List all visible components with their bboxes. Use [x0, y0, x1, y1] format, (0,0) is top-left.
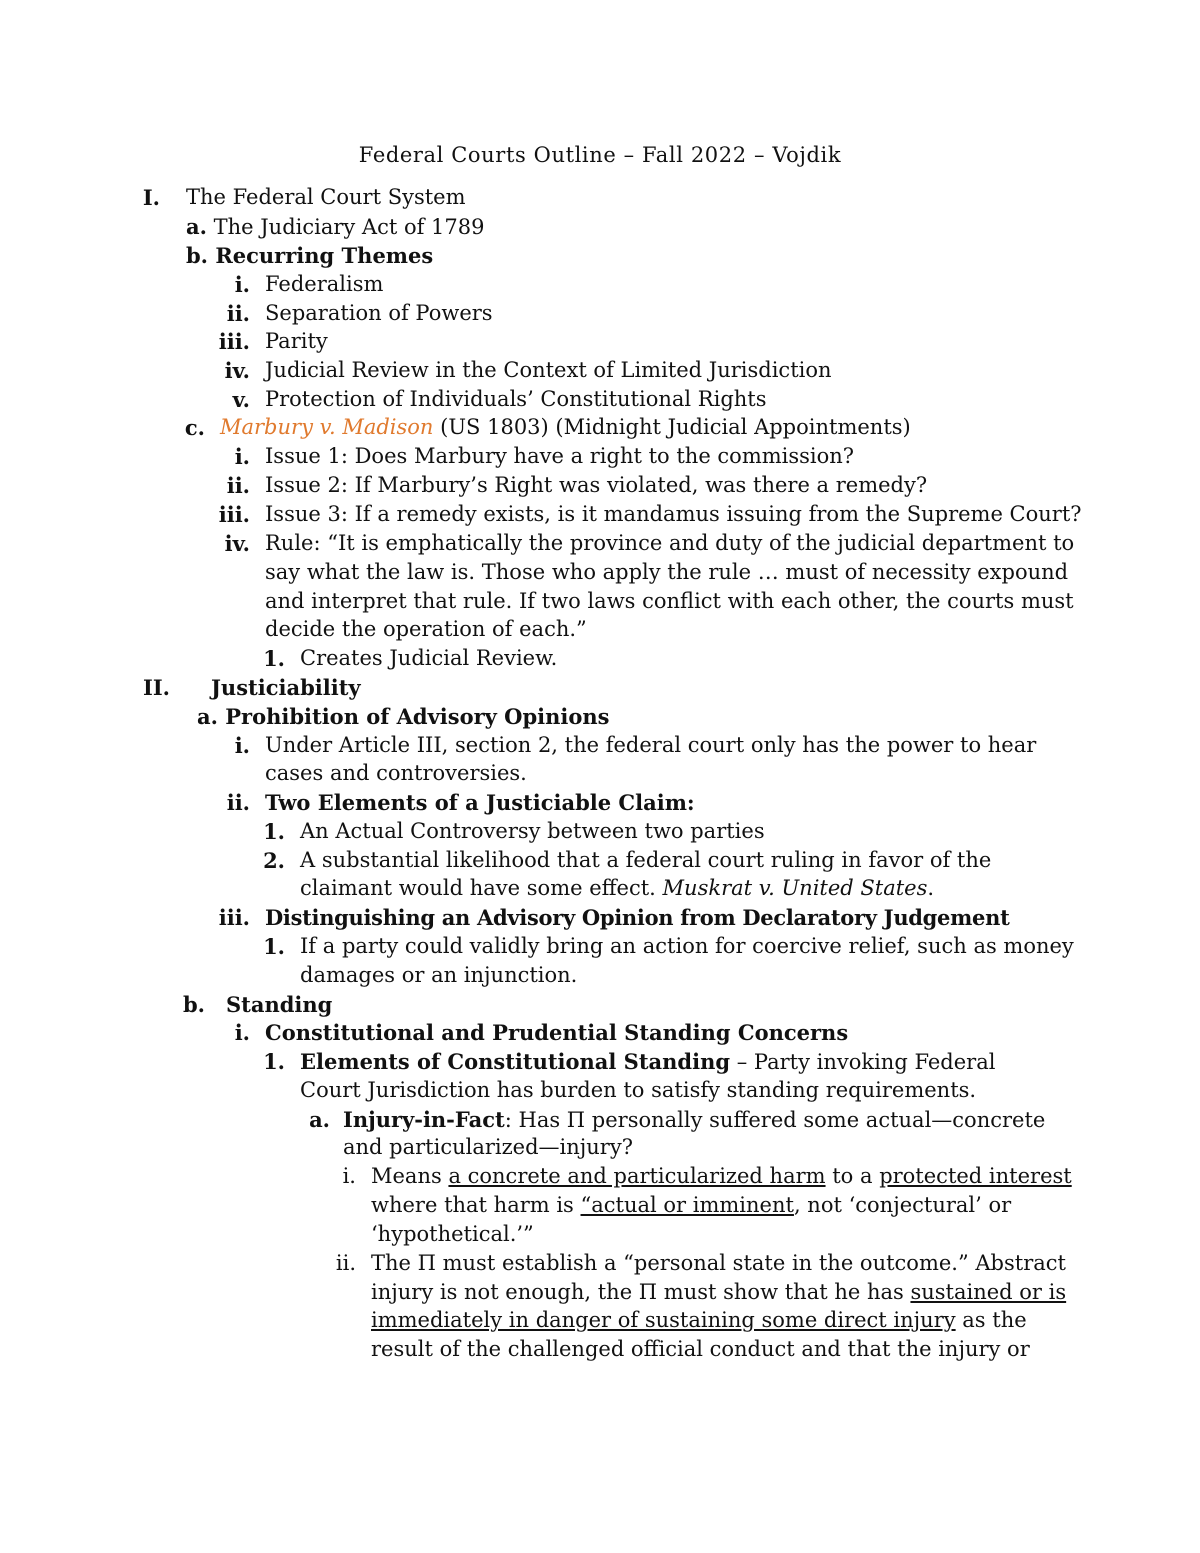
outline-text: Standing — [226, 992, 333, 1017]
outline-label: iv. — [224, 531, 250, 556]
rule-text-line: decide the operation of each.” — [265, 617, 587, 641]
outline-text: Issue 2: If Marbury’s Right was violated, was there a remedy? — [265, 473, 928, 497]
outline-label: i. — [234, 444, 250, 469]
outline-label: i. — [234, 272, 250, 297]
underlined-run: sustained or is — [910, 1280, 1067, 1304]
outline-label: a. — [197, 704, 218, 729]
outline-text — [300, 1047, 995, 1077]
outline-label: a. — [309, 1107, 330, 1132]
text-run: claimant would have some effect. — [300, 876, 663, 900]
outline-label: iii. — [218, 905, 250, 930]
text-run: as the — [955, 1308, 1027, 1332]
outline-text — [371, 1191, 1011, 1220]
outline-label: a. — [186, 214, 207, 239]
outline-label: 1. — [263, 934, 285, 959]
underlined-run: a concrete and particularized harm — [448, 1164, 826, 1188]
outline-text: Parity — [265, 329, 328, 353]
case-heading — [220, 413, 911, 442]
underlined-run: protected interest — [879, 1164, 1072, 1188]
case-name: Marbury v. Madison — [220, 415, 434, 439]
outline-text: Constitutional and Prudential Standing Concerns — [265, 1020, 849, 1045]
outline-text: damages or an injunction. — [300, 963, 578, 987]
outline-text: Two Elements of a Justiciable Claim: — [265, 790, 695, 815]
outline-label: i. — [342, 1164, 356, 1188]
outline-label: c. — [184, 415, 205, 440]
outline-label: b. — [186, 243, 208, 268]
outline-item — [186, 212, 485, 242]
outline-text: Recurring Themes — [215, 243, 434, 268]
outline-label: v. — [232, 387, 250, 412]
outline-label: 1. — [263, 819, 285, 844]
rule-text-line: Rule: “It is emphatically the province and duty of the judicial department to — [265, 531, 1075, 555]
outline-label-I: I. — [142, 185, 160, 210]
outline-text: An Actual Controversy between two parties — [300, 819, 765, 843]
outline-item — [186, 241, 433, 270]
outline-text: Court Jurisdiction has burden to satisfy standing requirements. — [300, 1078, 977, 1102]
outline-label: 2. — [263, 848, 285, 873]
outline-label: 1. — [263, 1049, 285, 1074]
section-heading: Justiciability — [211, 675, 361, 700]
text-run: : Has Π personally suffered some actual—concrete — [504, 1108, 1046, 1132]
rule-text-line: say what the law is. Those who apply the rule … must of necessity expound — [265, 560, 1069, 584]
outline-text: Issue 3: If a remedy exists, is it mandamus issuing from the Supreme Court? — [265, 502, 1082, 526]
page-title: Federal Courts Outline – Fall 2022 – Vojdik — [358, 143, 842, 167]
outline-label: iv. — [224, 358, 250, 383]
outline-text: Prohibition of Advisory Opinions — [225, 704, 610, 729]
outline-text: If a party could validly bring an action for coercive relief, such as money — [300, 934, 1074, 958]
outline-text: result of the challenged official conduct and that the injury or — [371, 1337, 1030, 1361]
outline-text: The Π must establish a “personal state in the outcome.” Abstract — [371, 1251, 1066, 1275]
text-run: to a — [825, 1164, 880, 1188]
outline-label: i. — [234, 733, 250, 758]
text-run: , not ‘conjectural’ or — [793, 1193, 1012, 1217]
text-run: Means — [371, 1164, 449, 1188]
outline-text: Creates Judicial Review. — [300, 646, 558, 670]
case-citation: (US 1803) (Midnight Judicial Appointments) — [433, 415, 911, 439]
rule-text-line: and interpret that rule. If two laws conflict with each other, the courts must — [265, 589, 1074, 613]
outline-text — [371, 1278, 1066, 1307]
text-run: injury is not enough, the Π must show that he has — [371, 1280, 911, 1304]
outline-text — [343, 1105, 1045, 1135]
text-run: – Party invoking Federal — [730, 1050, 996, 1074]
underlined-run: “actual or imminent — [580, 1193, 794, 1217]
outline-label: ii. — [226, 790, 250, 815]
outline-label: iii. — [218, 329, 250, 354]
text-run: where that harm is — [371, 1193, 581, 1217]
outline-label: b. — [183, 992, 205, 1017]
outline-text: Judicial Review in the Context of Limited Jurisdiction — [265, 358, 832, 382]
outline-label: ii. — [226, 301, 250, 326]
outline-label: ii. — [226, 473, 250, 498]
outline-label: 1. — [263, 646, 285, 671]
outline-text: and particularized—injury? — [343, 1135, 633, 1159]
outline-text — [300, 874, 934, 903]
outline-label: ii. — [335, 1251, 356, 1275]
outline-text — [371, 1306, 1027, 1335]
outline-text: Under Article III, section 2, the federal court only has the power to hear — [265, 733, 1037, 757]
outline-text: Issue 1: Does Marbury have a right to the commission? — [265, 444, 855, 468]
underlined-run: immediately in danger of sustaining some direct injury — [371, 1308, 956, 1332]
outline-text: ‘hypothetical.’” — [371, 1222, 534, 1246]
bold-run: Elements of Constitutional Standing — [300, 1049, 731, 1074]
outline-label-II: II. — [143, 675, 170, 700]
outline-label: i. — [234, 1020, 250, 1045]
outline-text: Separation of Powers — [265, 301, 493, 325]
outline-label: iii. — [218, 502, 250, 527]
bold-run: Injury-in-Fact — [343, 1107, 505, 1132]
text-run: . — [927, 876, 935, 900]
outline-text: Protection of Individuals’ Constitutional Rights — [265, 387, 767, 411]
outline-text — [371, 1162, 1072, 1191]
outline-text: Federalism — [265, 272, 384, 296]
outline-item — [197, 702, 609, 731]
outline-text: cases and controversies. — [265, 761, 527, 785]
outline-text: The Judiciary Act of 1789 — [213, 215, 485, 239]
outline-text: Distinguishing an Advisory Opinion from Declaratory Judgement — [265, 905, 1010, 930]
section-heading: The Federal Court System — [186, 185, 466, 209]
case-name: Muskrat v. United States — [662, 876, 928, 900]
outline-text: A substantial likelihood that a federal court ruling in favor of the — [300, 848, 992, 872]
